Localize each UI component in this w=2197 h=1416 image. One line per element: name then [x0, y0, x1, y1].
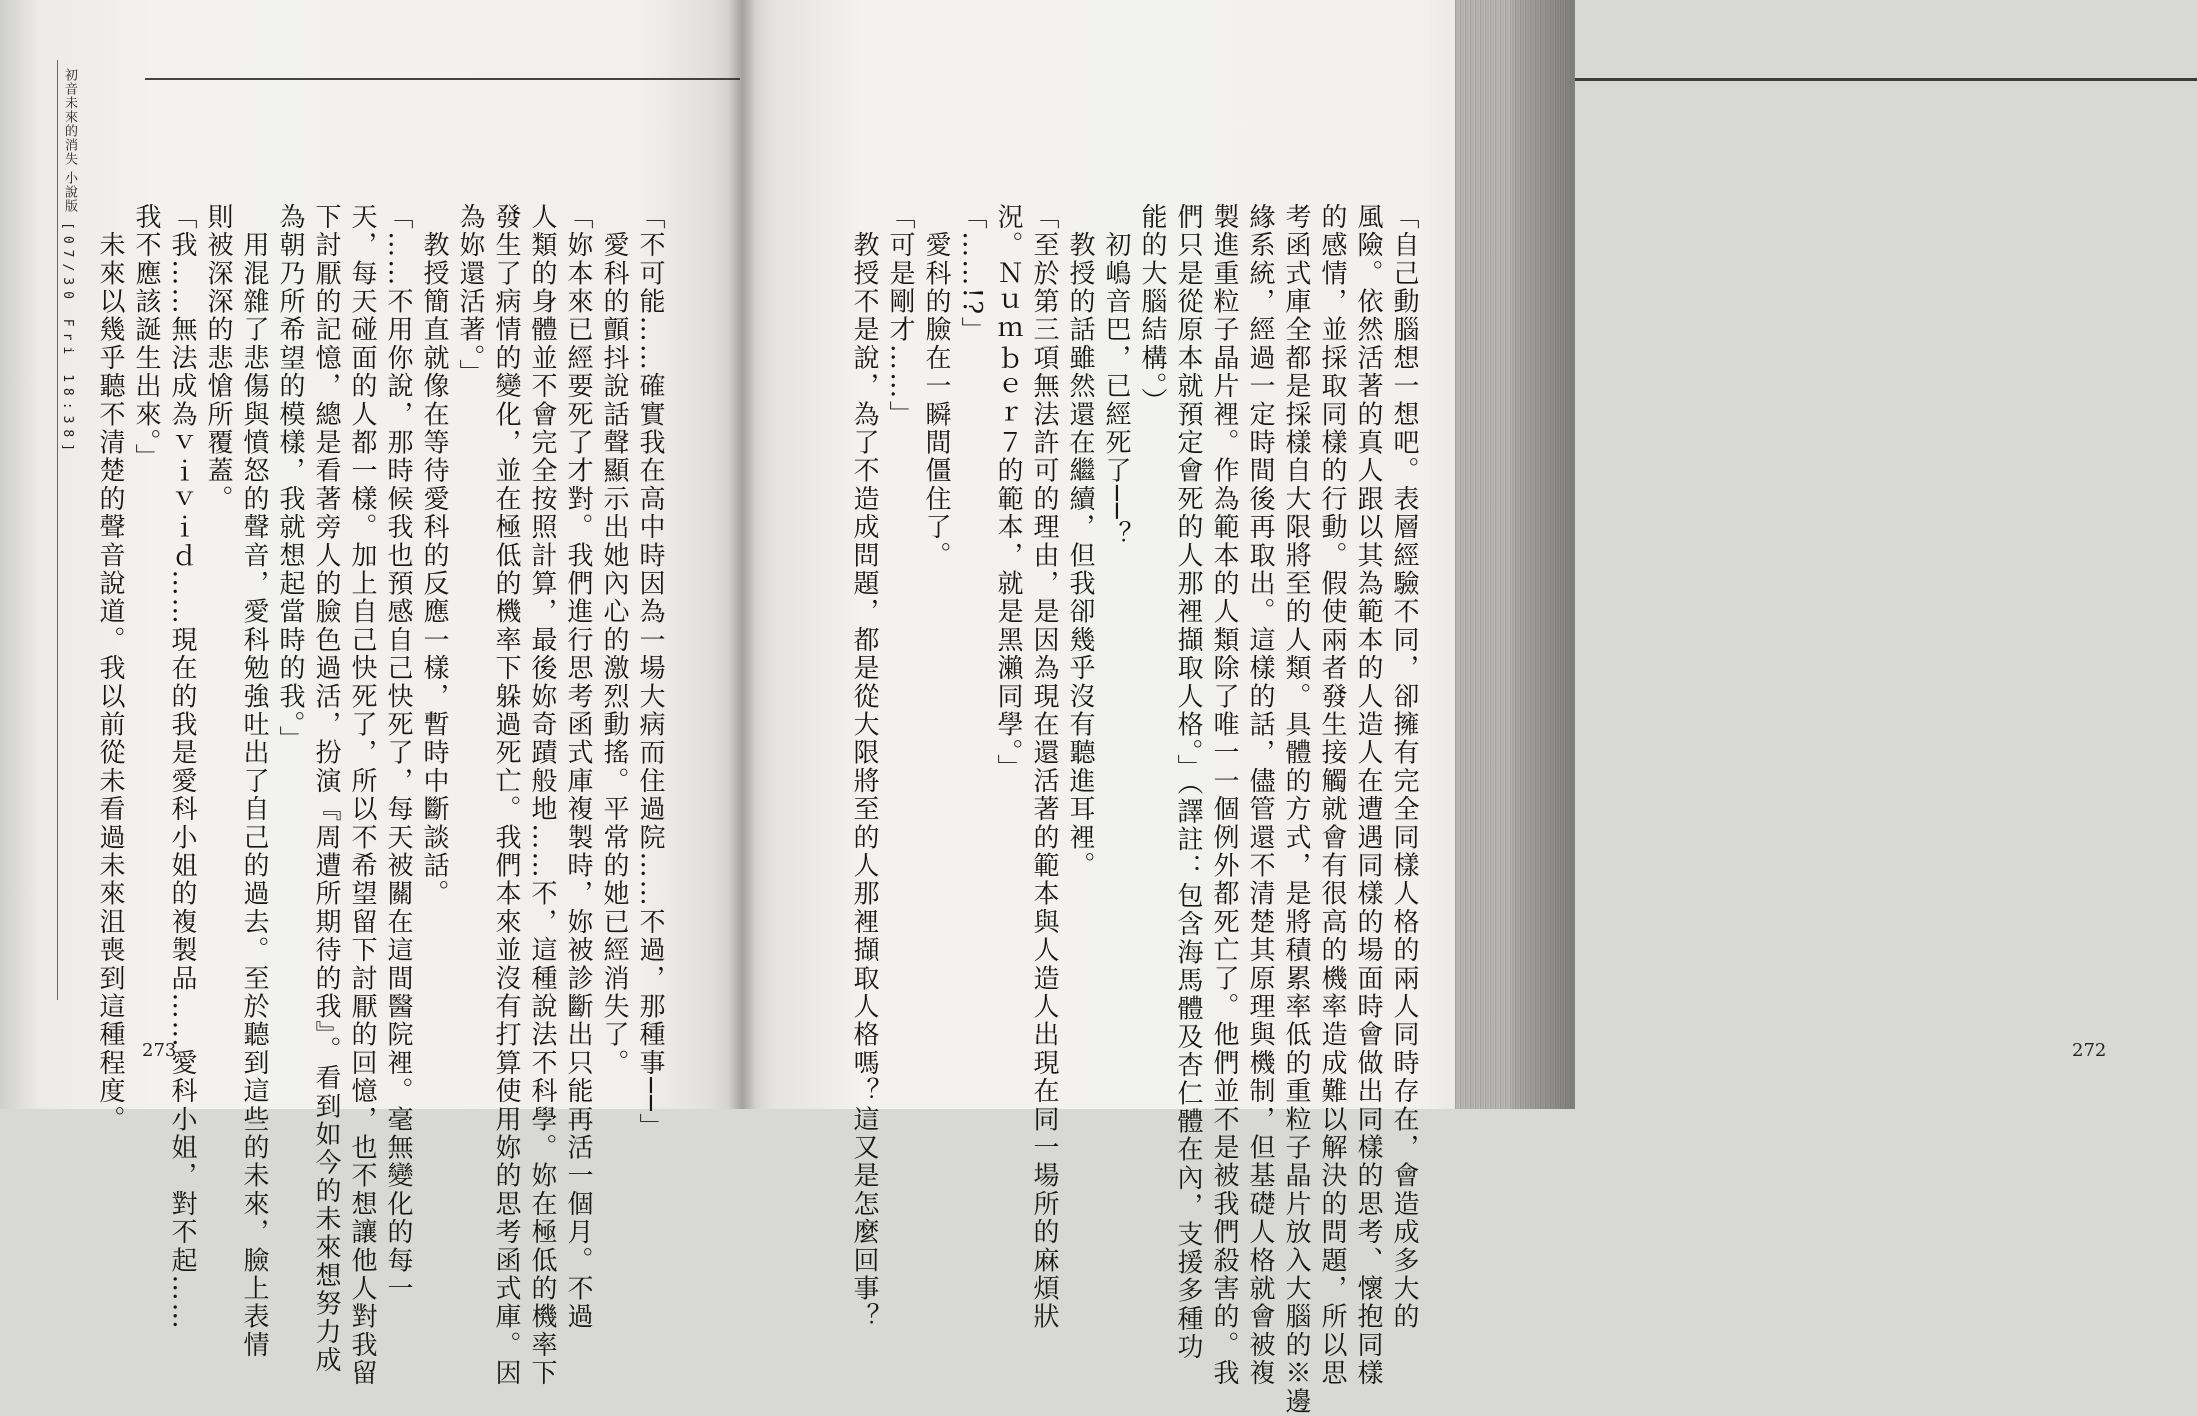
text-line: 「……!?」: [957, 203, 987, 345]
top-rule-left: [145, 78, 740, 80]
top-rule-right: [1484, 78, 2197, 81]
text-line: 教授的話雖然還在繼續，但我卻幾乎沒有聽進耳裡。: [1065, 203, 1095, 880]
text-line: 愛科的臉在一瞬間僵住了。: [921, 203, 951, 570]
page-edges-shadow: [1512, 0, 1575, 1109]
text-line: 教授簡直就像在等待愛科的反應一樣，暫時中斷談話。: [419, 203, 449, 908]
text-line: 能的大腦結構。）: [1137, 203, 1167, 416]
right-page-text: [846, 203, 1422, 1416]
text-line: 「自己動腦想一想吧。表層經驗不同，卻擁有完全同樣人格的兩人同時存在，會造成多大的: [1389, 203, 1419, 1331]
page-number-right: 272: [2072, 1040, 2107, 1061]
running-header: 初音未來的消失 小說版: [62, 68, 77, 214]
text-line: 「不可能……確實我在高中時因為一場大病而住過院……不過，那種事──」: [635, 203, 665, 1142]
text-line: 考函式庫全都是採樣自大限將至的人類。具體的方式，是將積累率低的重粒子晶片放入大腦的※邊: [1281, 203, 1311, 1416]
page-number-left: 273: [142, 1040, 177, 1061]
text-line: 為妳還活著。」: [455, 203, 485, 388]
text-line: 「我……無法成為ｖｉｖｉｄ……現在的我是愛科小姐的複製品……愛科小姐，對不起……: [167, 203, 197, 1331]
text-line: 發生了病情的變化，並在極低的機率下躲過死亡。我們本來並沒有打算使用妳的思考函式庫。因: [491, 203, 521, 1388]
text-line: 用混雜了悲傷與憤怒的聲音，愛科勉強吐出了自己的過去。至於聽到這些的未來，臉上表情: [239, 203, 269, 1360]
left-page: [0, 0, 742, 1388]
text-line: 風險。依然活著的真人跟以其為範本的人造人在遭遇同樣的場面時會做出同樣的思考、懷抱同樣: [1353, 203, 1383, 1388]
text-line: 「……不用你說，那時候我也預感自己快死了，每天被關在這間醫院裡。毫無變化的每一: [383, 203, 413, 1303]
header-divider: [57, 60, 58, 1000]
text-line: 天，每天碰面的人都一樣。加上自己快死了，所以不希望留下討厭的回憶，也不想讓他人對我留: [347, 203, 377, 1388]
text-line: 製進重粒子晶片裡。作為範本的人類除了唯一一個例外都死亡了。他們並不是被我們殺害的。我: [1209, 203, 1239, 1388]
text-line: 下討厭的記憶，總是看著旁人的臉色過活，扮演『周遭所期待的我』。看到如今的未來想努力成: [311, 203, 341, 1375]
text-line: 初嶋音巴，已經死了──？: [1101, 203, 1131, 549]
text-line: 們只是從原本就預定會死的人那裡擷取人格。」（譯註：包含海馬體及杏仁體在內，支援多種功: [1173, 203, 1203, 1362]
text-line: 愛科的顫抖說話聲顯示出她內心的激烈動搖。平常的她已經消失了。: [599, 203, 629, 1078]
text-line: 「至於第三項無法許可的理由，是因為現在還活著的範本與人造人出現在同一場所的麻煩狀: [1029, 203, 1059, 1331]
book-gutter: [728, 0, 756, 1109]
text-line: 未來以幾乎聽不清楚的聲音說道。我以前從未看過未來沮喪到這種程度。: [95, 203, 125, 1134]
text-line: 我不應該誕生出來。」: [131, 203, 161, 472]
text-line: 人類的身體並不會完全按照計算，最後妳奇蹟般地……不，這種說法不科學。妳在極低的機率下: [527, 203, 557, 1388]
right-page: [742, 0, 2107, 1416]
text-line: 況。Ｎｕｍｂｅｒ７的範本，就是黑瀨同學。」: [993, 203, 1023, 783]
text-line: 則被深深的悲愴所覆蓋。: [203, 203, 233, 514]
text-line: 「可是剛才……」: [885, 203, 915, 429]
running-date: [07/30 Fri 18:38]: [60, 222, 75, 458]
text-line: 教授不是說，為了不造成問題，都是從大限將至的人那裡擷取人格嗎？這又是怎麼回事？: [849, 203, 879, 1331]
text-line: 為朝乃所希望的模樣，我就想起當時的我。」: [275, 203, 305, 754]
text-line: 的感情，並採取同樣的行動。假使兩者發生接觸就會有很高的機率造成難以解決的問題，所以思: [1317, 203, 1347, 1388]
text-line: 「妳本來已經要死了才對。我們進行思考函式庫複製時，妳被診斷出只能再活一個月。不過: [563, 203, 593, 1331]
text-line: 緣系統，經過一定時間後再取出。這樣的話，儘管還不清楚其原理與機制，但基礎人格就會被複: [1245, 203, 1275, 1388]
